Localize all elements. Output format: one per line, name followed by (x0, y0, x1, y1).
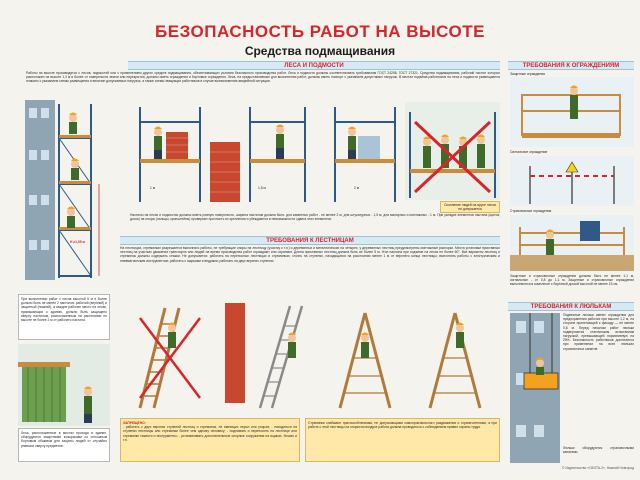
tag-width-b: 1,5 м (258, 186, 266, 190)
stepladder-caption: Стремянки снабжают приспособлениями, не допускающими самопроизвольного раздвижения и ограничителями; а при работе с этой лестницы на открытом воздухе работа должна проводиться с соблюдением правил охраны труда. (305, 418, 500, 462)
section-heading-fencing: ТРЕБОВАНИЯ К ОГРАЖДЕНИЯМ (508, 61, 634, 70)
scaffold-intro-text: Работы на высоте производятся с лесов, подмостей или с применением других средств подмащивания, обеспечивающих условия безопасного производства работ. Леса и подмости должны соответствовать требованиям ГОСТ 24258, ГОСТ 27321. Средства подмащивания, рабочий настил которых расположен на высоте 1,3 м и более от поверхности земли или перекрытия, должны иметь ограждения и бортовые ограждения. Леса, на предоставляемые для выполнения работ, должны иметь паспорт с указанием допустимых нагрузок. В местах подъёма работников на леса и подмости размещаются плакаты с указанием схемы размещения и величин допускаемых нагрузок, а также схемы эвакуации работников в случае возникновения аварийной ситуации. (26, 71, 500, 84)
section-heading-ladders: ТРЕБОВАНИЯ К ЛЕСТНИЦАМ (120, 236, 500, 245)
label-signal-fencing: Сигнальное ограждение (510, 150, 548, 154)
cradle-illustration (510, 313, 560, 463)
cradles-foot-text: Люльки оборудуются страховочными канатами. (563, 446, 634, 455)
label-protective-fencing: Защитные ограждения (510, 72, 545, 76)
safety-fencing-illustration (510, 215, 634, 271)
label-safety-fencing: Страховочные ограждения (510, 209, 552, 213)
tag-width-a: 1 м (150, 186, 156, 190)
height-label: Н ≥1,05 м (70, 240, 85, 244)
caution-text: - работать с двух верхних ступеней лестниц и стремянок, не имеющих перил или упоров; - находиться на ступенях лестницы или стремянки более чем одному человеку; - поднимать и переносить на лестнице или стремянке тяжести и инструменты; - устанавливать дополнительные опорные сооружения на ящиках, бочках и т.п. (123, 425, 297, 442)
tag-width-c: 2 м (354, 186, 360, 190)
cradles-body-text: Подвесные люльки имеют ограждения для предохранения рабочих при высоте 1,2 м, на стороне прилегающей к фасаду — не менее 0,8 м. Перед началом работ люльки подвергаются статическим испытаниям нагрузкой, превышающей нормативную на 25%. Безопасность работников достигается при применении на всех люльках страховочных канатов. (563, 313, 634, 351)
tall-scaffold-illustration (25, 100, 110, 280)
section-heading-cradles: ТРЕБОВАНИЯ К ЛЮЛЬКАМ (508, 302, 634, 311)
poster-title: БЕЗОПАСНОСТЬ РАБОТ НА ВЫСОТЕ (155, 22, 485, 41)
overcrowding-sticker: Скопление людей на ярусе лесов не допускается (440, 201, 500, 213)
canopy-illustration (18, 344, 110, 426)
signal-fencing-illustration (510, 156, 634, 206)
ladders-body-text: На лестницах, стремянках разрешается выполнять работы, не требующие опоры на лестницу (участку к т.п.) и деревянных и металлических на четырех, у деревянных лестниц предусмотрены монтажные распорки. Места установки приставных лестниц на участках движения транспорта или людей на время производства работ ограждают или охраняют. Длина приставных лестниц должна быть не более 5 м. Угол наклона при подъеме на лесах не более 60°. Все варианты лестниц и стремянок должны содержать стяжки. Не допускается: работать на переносных лестницах и стремянках; стоять на ступенях, находящихся на расстоянии менее 1 м от верхнего конца лестницы; выполнять работы с электрическим и пневматическим инструментом; работать с ящиками и ведрами; работать на двух верхних ступенях. (120, 246, 500, 263)
crowd-on-scaffold-illustration (405, 102, 500, 200)
caution-box (120, 418, 300, 462)
fencing-note: Защитные и страховочные ограждения должны быть не менее 1,1 м, сигнальные - от 0,8 до 1,1 м. Защитные и страховочные ограждения выполняются в комплекте с бортовой доской высотой не менее 15 см. (510, 274, 634, 287)
section-heading-scaffold: ЛЕСА И ПОДМОСТИ (128, 61, 500, 70)
footer-credit: © Издательство «ОБЛТА-2», Нижний Новгород (561, 466, 634, 470)
left-scaffold-note: При выполнении работ с лесов высотой 6 м и более должно быть не менее 2 настилов: рабочий (верхний) и защитный (нижний), а каждое рабочее место на лесах, примыкающих к зданию, должно быть защищено сверху настилом, расположенным на расстоянии по высоте не более 2 м от рабочего настила. (18, 294, 110, 340)
caution-title: ЗАПРЕЩЕНО: (123, 421, 146, 425)
ladder-scenes-illustration (120, 298, 500, 414)
canopy-note: Леса, расположенные в местах прохода в здание, оборудуются защитными козырьками со сплошным бортовым обшивом для защиты людей от случайно упавших сверху предметов. (18, 428, 110, 462)
poster-subtitle: Средства подмащивания (244, 44, 396, 58)
decking-text: Настилы на лесах и подмостях должны иметь ровную поверхность, ширина настилов должна быть: для каменных работ - не менее 2 м, для штукатурных - 1,5 м, для малярных и монтажных - 1 м. При укладке элементов настила (щитов, досок) на опоры (пальцы, кронштейны) проверяют прочность их крепления и убеждаются в невозможности сдвига этих элементов. (130, 213, 500, 222)
protective-fencing-illustration (510, 77, 634, 147)
